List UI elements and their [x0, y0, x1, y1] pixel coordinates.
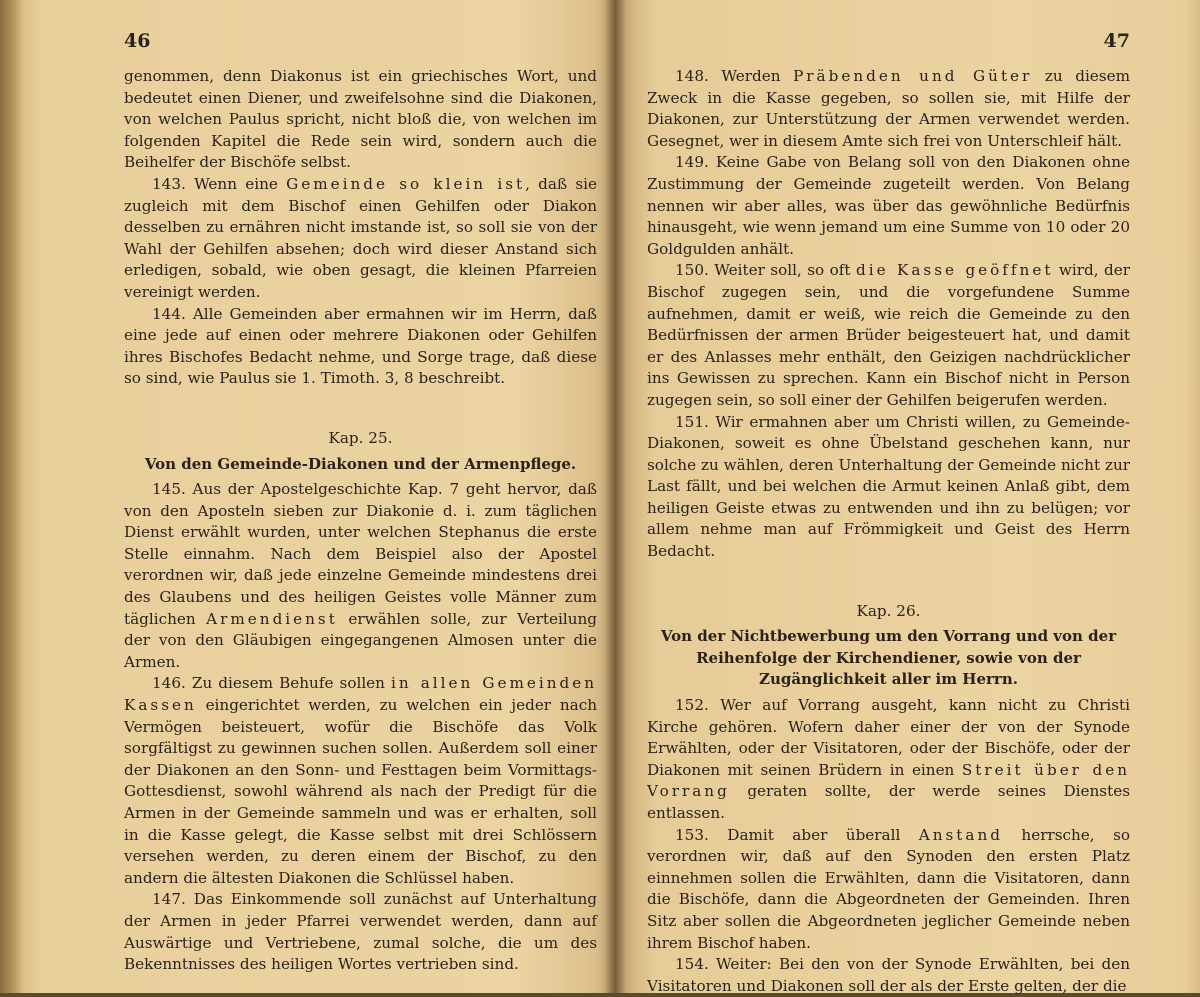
paragraph-152 — [647, 695, 1130, 825]
paragraph-148 — [647, 66, 1130, 152]
paragraph-150-emphasis: die Kasse geöffnet — [855, 261, 1054, 280]
paragraph-148-end: zu diesem Zweck in die Kasse gegeben, so sollen sie, mit Hilfe der Diakonen, zur Unterstützung der Armen verwendet werden. Gesegnet, wer in diesem Amte sich frei von Unterschleif hält. — [647, 67, 1130, 150]
paragraph-153-start: 153. Damit aber überall — [675, 825, 919, 844]
paragraph-150-start: 150. Weiter soll, so oft — [675, 261, 856, 280]
paragraph-153 — [647, 825, 1130, 955]
book-gutter — [604, 0, 626, 993]
paragraph-145-start: 145. Aus der Apostelgeschichte Kap. 7 geht hervor, daß von den Aposteln sieben zur Diakonie d. i. zum täglichen Dienst erwählt wurden, unter welchen Stephanus die erste Stelle einnahm. Nach dem Beispiel also der Apostel verordnen wir, daß jede einzelne Gemeinde mindestens drei des Glaubens und des heiligen Geistes volle Männer zum täglichen — [124, 480, 597, 628]
paragraph-154: 154. Weiter: Bei den von der Synode Erwählten, bei den Visitatoren und Diakonen soll der als der Erste gelten, der die — [647, 955, 1130, 995]
paragraph-145 — [124, 479, 597, 673]
paragraph-153-end: herrsche, so verordnen wir, daß auf den Synoden den ersten Platz einnehmen sollen die Erwählten, dann die Visitatoren, dann die Bischöfe, dann die Abgeordneten der Gemeinden. Ihren Sitz aber sollen die Abgeordneten jeglicher Gemeinde neben ihrem Bischof haben. — [647, 825, 1131, 952]
paragraph-148-start: 148. Werden — [675, 67, 794, 85]
paragraph-143-start: 143. Wenn eine — [152, 174, 287, 193]
paragraph-152-end: geraten sollte, der werde seines Dienstes entlassen. — [647, 782, 1130, 822]
page-number-left: 46 — [124, 30, 151, 52]
paragraph-143-end: , daß sie zugleich mit dem Bischof einen Gehilfen oder Diakon desselben zu ernähren nicht imstande ist, so soll sie von der Wahl der Gehilfen absehen; doch wird dieser Anstand sich erledigen, sobald, wie oben gesagt, die kleinen Pfarreien vereinigt werden. — [124, 174, 597, 301]
paragraph-152-emphasis: Streit über den Vorrang — [647, 760, 1130, 801]
paragraph-143-emphasis: Gemeinde so klein ist — [286, 174, 526, 193]
paragraph-147: 147. Das Einkommende soll zunächst auf Unterhaltung der Armen in jeder Pfarrei verwendet werden, dann auf Auswärtige und Vertriebene, zumal solche, die um des Bekenntnisses des heiligen Wortes vertrieben sind. — [124, 890, 597, 974]
paragraph-144: 144. Alle Gemeinden aber ermahnen wir im Herrn, daß eine jede auf einen oder mehrere Diakonen oder Gehilfen ihres Bischofes Bedacht nehme, und Sorge trage, daß diese so sind, wie Paulus sie 1. Timoth. 3, 8 beschreibt. — [124, 304, 597, 388]
paragraph-146-emphasis: in allen Gemeinden Kassen — [124, 674, 597, 715]
right-page — [615, 0, 1200, 993]
chapter-title-25: Von den Gemeinde-Diakonen und der Armenpflege. — [144, 454, 577, 473]
paragraph-145-end: erwählen solle, zur Verteilung der von den Gläubigen eingegangenen Almosen unter die Armen. — [124, 609, 597, 671]
page-number-right: 47 — [1103, 30, 1130, 52]
left-page-text — [124, 66, 597, 976]
paragraph-148-emphasis: Präbenden und Güter — [793, 67, 1033, 85]
chapter-heading-26: Kap. 26. — [856, 601, 921, 620]
paragraph-150-end: wird, der Bischof zugegen sein, und die vorgefundene Summe aufnehmen, damit er weiß, wie reich die Gemeinde zu den Bedürfnissen der armen Brüder beigesteuert hat, und damit er des Anlasses mehr enthält, den Geizigen nachdrücklicher ins Gewissen zu sprechen. Kann ein Bischof nicht in Person zugegen sein, so soll einer der Gehilfen beigerufen werden. — [647, 261, 1131, 409]
paragraph-153-emphasis: Anstand — [918, 825, 1003, 844]
paragraph-continuation: genommen, denn Diakonus ist ein griechisches Wort, und bedeutet einen Diener, und zweifelsohne sind die Diakonen, von welchen Paulus spricht, nicht bloß die, von welchen im folgenden Kapitel die Rede sein wird, sondern auch die Beihelfer der Bischöfe selbst. — [124, 67, 597, 172]
paragraph-146-start: 146. Zu diesem Behufe sollen — [152, 674, 392, 693]
paragraph-146-end: eingerichtet werden, zu welchen ein jeder nach Vermögen beisteuert, wofür die Bischöfe das Volk sorgfältigst zu gewinnen suchen sollen. Außerdem soll einer der Diakonen an den Sonn- und Festtagen beim Vormittags-Gottesdienst, sowohl während als nach der Predigt für die Armen in der Gemeinde sammeln und was er erhalten, soll in die Kasse gelegt, die Kasse selbst mit drei Schlössern versehen werden, zu deren einem der Bischof, zu den andern die ältesten Diakonen die Schlüssel haben. — [124, 696, 597, 887]
paragraph-151: 151. Wir ermahnen aber um Christi willen, zu Gemeinde-Diakonen, soweit es ohne Übelstand geschehen kann, nur solche zu wählen, deren Unterhaltung der Gemeinde nicht zur Last fällt, und bei welchen die Armut keinen Anlaß gibt, dem heiligen Geiste etwas zu entwenden und ihn zu belügen; vor allem nehme man auf Frömmigkeit und Geist des Herrn Bedacht. — [647, 412, 1130, 561]
chapter-title-26: Von der Nichtbewerbung um den Vorrang und von der Reihenfolge der Kirchendiener, sowie von der Zugänglichkeit aller im Herrn. — [660, 627, 1117, 689]
paragraph-149: 149. Keine Gabe von Belang soll von den Diakonen ohne Zustimmung der Gemeinde zugeteilt werden. Von Belang nennen wir aber alles, was über das gewöhnliche Bedürfnis hinausgeht, wie wenn jemand um eine Summe von 10 oder 20 Goldgulden anhält. — [647, 153, 1130, 258]
chapter-heading-25: Kap. 25. — [328, 428, 393, 447]
paragraph-150 — [647, 260, 1130, 411]
paragraph-143 — [124, 174, 597, 304]
paragraph-145-emphasis: Armendienst — [206, 609, 338, 628]
right-page-text — [647, 66, 1130, 997]
paragraph-146 — [124, 673, 597, 889]
paragraph-152-start: 152. Wer auf Vorrang ausgeht, kann nicht zu Christi Kirche gehören. Wofern daher einer der von der Synode Erwählten, oder der Visitatoren, oder der Bischöfe, oder der Diakonen mit seinen Brüdern in einen — [647, 696, 1130, 779]
